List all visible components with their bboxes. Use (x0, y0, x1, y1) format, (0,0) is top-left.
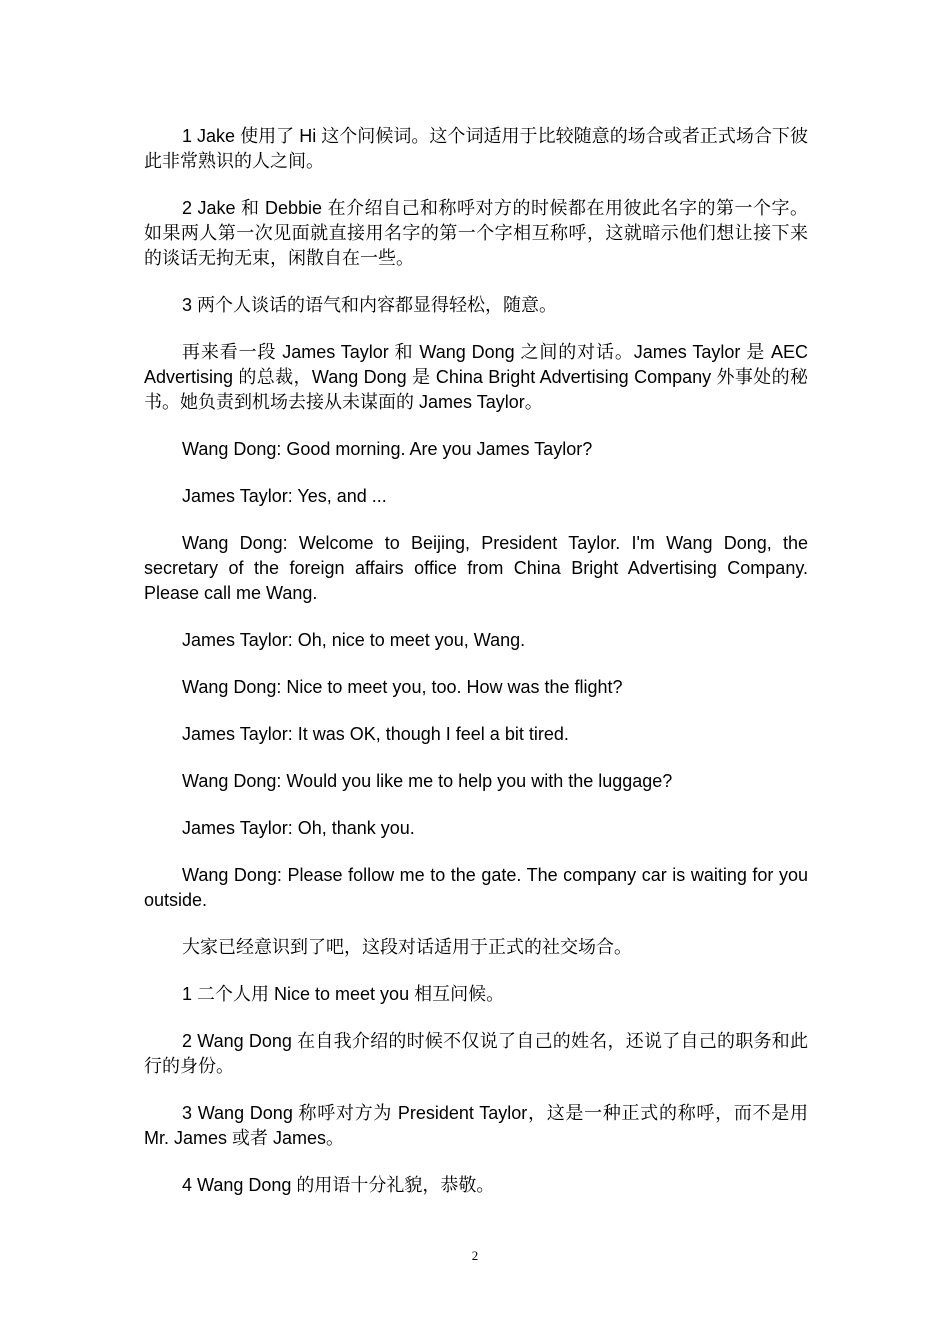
dialogue-line-8: James Taylor: Oh, thank you. (182, 818, 415, 838)
paragraph-3: 3 两个人谈话的语气和内容都显得轻松，随意。 (182, 295, 558, 315)
paragraph-7: 2 Wang Dong 在自我介绍的时候不仅说了自己的姓名，还说了自己的职务和此行的身份。 (144, 1031, 808, 1076)
dialogue-line-6: James Taylor: It was OK, though I feel a bit tired. (182, 724, 569, 744)
dialogue-line-4: James Taylor: Oh, nice to meet you, Wang. (182, 630, 526, 650)
dialogue-line-3: Wang Dong: Welcome to Beijing, President Taylor. I'm Wang Dong, the secretary of the foreign affairs office from China Bright Advertising Company. Please call me Wang. (144, 533, 808, 603)
paragraph-9: 4 Wang Dong 的用语十分礼貌，恭敬。 (182, 1175, 495, 1195)
paragraph-5: 大家已经意识到了吧，这段对话适用于正式的社交场合。 (182, 937, 632, 957)
dialogue-line-7: Wang Dong: Would you like me to help you with the luggage? (182, 771, 673, 791)
dialogue-line-5: Wang Dong: Nice to meet you, too. How was the flight? (182, 677, 623, 697)
document-body (144, 124, 808, 1220)
page-number: 2 (471, 1248, 479, 1263)
paragraph-4: 再来看一段 James Taylor 和 Wang Dong 之间的对话。James Taylor 是 AEC Advertising 的总裁，Wang Dong 是 China Bright Advertising Company 外事处的秘书。她负责到机场去接从未谋面的 James Taylor。 (144, 342, 808, 412)
dialogue-line-2: James Taylor: Yes, and ... (182, 486, 387, 506)
paragraph-2: 2 Jake 和 Debbie 在介绍自己和称呼对方的时候都在用彼此名字的第一个字。如果两人第一次见面就直接用名字的第一个字相互称呼，这就暗示他们想让接下来的谈话无拘无束，闲散自在一些。 (144, 198, 808, 268)
paragraph-6: 1 二个人用 Nice to meet you 相互问候。 (182, 984, 505, 1004)
paragraph-1: 1 Jake 使用了 Hi 这个问候词。这个词适用于比较随意的场合或者正式场合下彼此非常熟识的人之间。 (144, 126, 808, 171)
paragraph-8: 3 Wang Dong 称呼对方为 President Taylor，这是一种正式的称呼，而不是用 Mr. James 或者 James。 (144, 1103, 808, 1148)
dialogue-line-9: Wang Dong: Please follow me to the gate. The company car is waiting for you outside. (144, 865, 808, 910)
dialogue-line-1: Wang Dong: Good morning. Are you James Taylor? (182, 439, 593, 459)
